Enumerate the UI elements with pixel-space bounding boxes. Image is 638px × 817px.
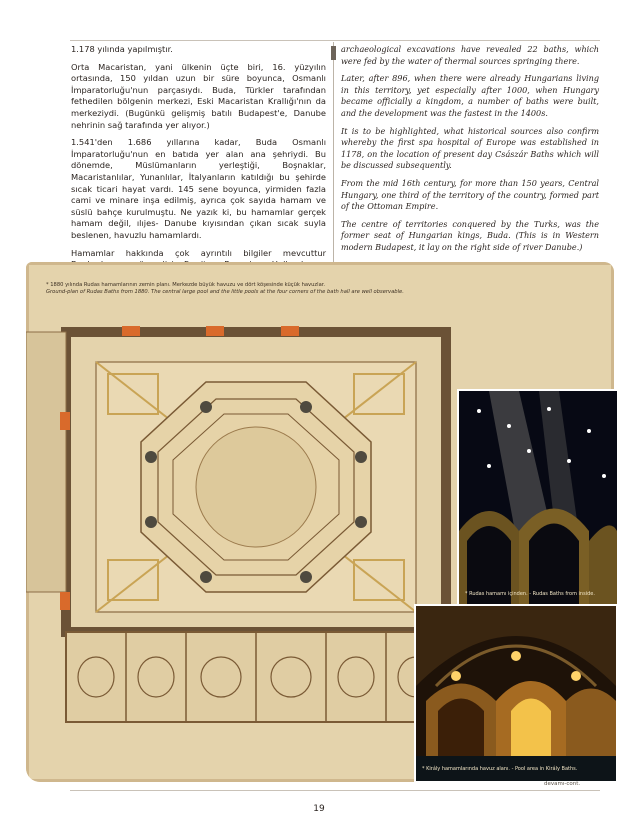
paragraph: archaeological excavations have revealed 22 baths, which were fed by the water of thermal sources springing there.	[341, 44, 599, 66]
paragraph: 1.178 yılında yapılmıştır.	[71, 44, 173, 54]
page-number: 19	[313, 804, 325, 814]
continue-marker: devamı-cont.	[544, 781, 581, 787]
left-column-turkish	[71, 44, 326, 288]
column-divider	[333, 42, 334, 267]
caption-turkish: * 1880 yılında Rudas hamamlarının zemin planı. Merkezde büyük havuzu ve dört köşesinde küçük havuzlar.	[46, 282, 326, 288]
rudas-interior-photo	[457, 389, 619, 609]
kiraly-pool-photo	[414, 604, 618, 783]
paragraph: From the mid 16th century, for more than 150 years, Central Hungary, one third of the territory of the country, formed part of the Ottoman Empire.	[341, 177, 599, 212]
caption-english: Ground-plan of Rudas Baths from 1880. The central large pool and the little pools at the four corners of the bath hall are well observable.	[46, 289, 404, 295]
dome-interior-image	[459, 391, 617, 607]
paragraph: Orta Macaristan, yani ülkenin üçte biri, 16. yüzyılın ortasında, 150 yıldan uzun bir süre boyunca, Osmanlı İmparatorluğu'nun parçasıydı. Buda, Türkler tarafından fethedilen bölgenin merkezi, Eski Macaristan Krallığı'nın da merkeziydi. (Bugünkü gelişmiş batılı Budapest'e, Danube nehrinin sağ tarafında yer alıyor.)	[71, 61, 326, 130]
top-rule	[70, 40, 600, 41]
paragraph: Hamamlar hakkında çok ayrıntılı bilgiler mevcuttur	[71, 247, 326, 258]
paragraph: The centre of territories conquered by the Turks, was the former seat of Hungarian kings, Buda. (This is in Western modern Budapest, it lay on the right side of river Danube.)	[341, 218, 599, 252]
right-column-english	[341, 44, 599, 260]
pool-area-image	[416, 606, 616, 781]
photo-caption: * Király hamamlarında havuz alanı. - Pool area in Király Baths.	[422, 766, 578, 772]
paragraph: It is to be highlighted, what historical sources also confirm whereby the first spa hospital of Europe was established in 1178, on the location of present day Császár Baths which will be discussed subsequently.	[341, 125, 599, 171]
paragraph: Later, after 896, when there were already Hungarians living in this territory, yet especially after 1000, when Hungary became officially a kingdom, a number of baths were built, and the development was the fastest in the 1400s.	[341, 73, 599, 118]
figure-caption	[46, 282, 404, 296]
paragraph: 1.541'den 1.686 yıllarına kadar, Buda Osmanlı İmparatorluğu'nun en batıda yer alan ana şehriydi. Bu dönemde, Müslümanların yerleştiği, Boşnaklar, Macaristanlılar, Yunanlılar, İtalyanların katıldığı bu şehirde sıcak ticari hayat vardı. 145 sene boyunca, yirmiden fazla cami ve minare inşa edilmiş, ayrıca çok sayıda hamam ve süslü bahçe kurulmuştu. Ne yazık ki, bu hamamlar gerçek hamam değil, ılıjes- Danube kıyısından çıkan sıcak suyla beslenen, havuzlu hamamlardı.	[71, 137, 326, 240]
photo-caption: * Rudas hamamı içinden. - Rudas Baths from inside.	[465, 591, 595, 597]
bottom-rule	[70, 790, 600, 791]
